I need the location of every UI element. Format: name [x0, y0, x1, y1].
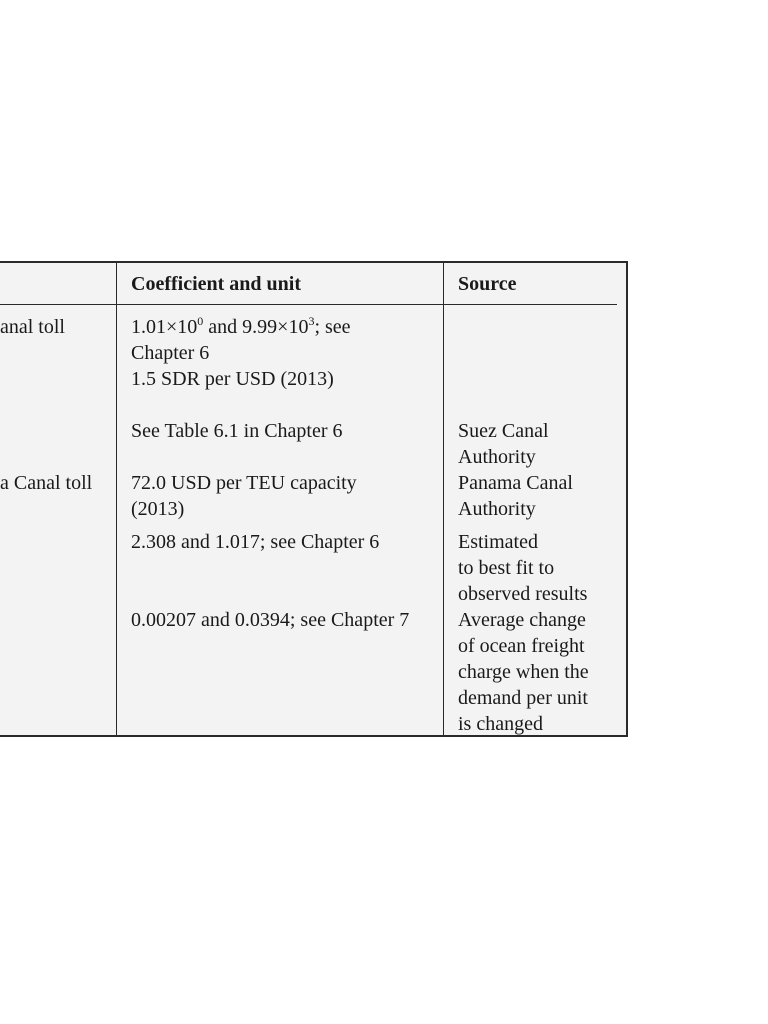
coefficient-row3-line2: (2013) — [131, 498, 185, 520]
header-rule — [0, 304, 617, 305]
coefficient-row2: See Table 6.1 in Chapter 6 — [131, 420, 343, 442]
source-row5-line4: demand per unit — [458, 687, 588, 709]
coefficient-row1-line3: 1.5 SDR per USD (2013) — [131, 368, 334, 390]
source-row5-line5: is changed — [458, 713, 543, 735]
coefficient-row4: 2.308 and 1.017; see Chapter 6 — [131, 531, 380, 553]
header-source: Source — [458, 273, 517, 295]
source-row4-line3: observed results — [458, 583, 588, 605]
column-divider — [116, 263, 117, 735]
source-row3-line2: Authority — [458, 498, 536, 520]
description-cell-row3: a Canal toll — [0, 472, 93, 494]
coefficient-row5: 0.00207 and 0.0394; see Chapter 7 — [131, 609, 410, 631]
header-coefficient: Coefficient and unit — [131, 273, 301, 295]
source-row4-line2: to best fit to — [458, 557, 555, 579]
coefficient-table — [0, 261, 628, 737]
source-row5-line2: of ocean freight — [458, 635, 585, 657]
coefficient-row1-line1: $1.01\times 10^0$ and $9.99\times 10^3$; see — [131, 314, 351, 338]
source-row5-line1: Average change — [458, 609, 586, 631]
source-row5-line3: charge when the — [458, 661, 589, 683]
coefficient-row3-line1: 72.0 USD per TEU capacity — [131, 472, 357, 494]
source-row4-line1: Estimated — [458, 531, 538, 553]
source-row2-line2: Authority — [458, 446, 536, 468]
description-cell-row1: anal toll — [0, 316, 65, 338]
coefficient-row1-line2: Chapter 6 — [131, 342, 210, 364]
source-row3-line1: Panama Canal — [458, 472, 573, 494]
source-row2-line1: Suez Canal — [458, 420, 549, 442]
column-divider — [443, 263, 444, 735]
